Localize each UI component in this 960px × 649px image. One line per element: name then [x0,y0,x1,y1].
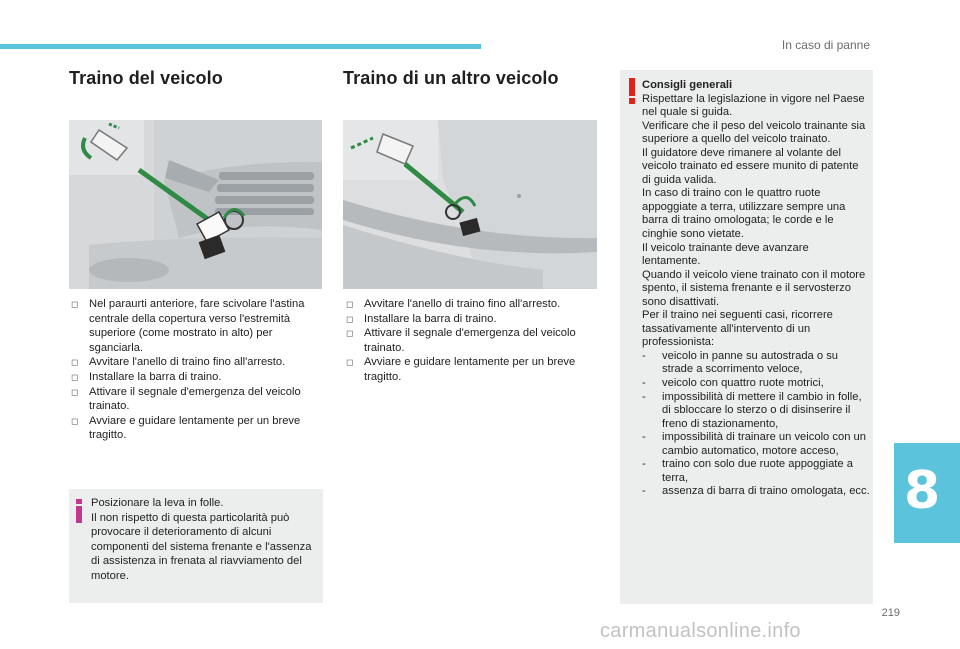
list-item: ◻ Nel paraurti anteriore, fare scivolare l'astina centrale della copertura verso l'estremità superiore (come mostrato in alto) per sganciarla. [71,298,305,354]
info-text: Posizionare la leva in folle. Il non rispetto di questa particolarità può provocare il deterioramento di alcuni componenti del sistema frenante e l'assenza di assistenza in frenata al riavviamento del motore. [91,497,312,582]
warning-heading: Consigli generali [642,79,733,91]
section-label: In caso di panne [781,38,870,52]
list-item: - traino con solo due ruote appoggiate a terra, [642,458,853,484]
warning-paragraph: Quando il veicolo viene trainato con il motore spento, il sistema frenante e il servosterzo sono disattivati. [642,268,866,308]
info-icon [75,499,83,523]
watermark: carmanualsonline.info [600,620,801,642]
header-accent-bar [0,44,481,49]
warning-text [642,79,870,499]
warning-paragraph: Per il traino nei seguenti casi, ricorrere tassativamente all'intervento di un professionista: [642,309,833,349]
warning-paragraph: Il veicolo trainante deve avanzare lentamente. [642,241,809,268]
middle-steps-list [346,297,598,385]
title-traino-altro-veicolo: Traino di un altro veicolo [343,68,559,88]
info-note [69,489,323,603]
chapter-tab [894,443,960,543]
list-item: ◻ Avviare e guidare lentamente per un breve tragitto. [346,356,576,383]
list-item: ◻ Installare la barra di traino. [71,370,222,383]
list-item: - veicolo in panne su autostrada o su strade a scorrimento veloce, [642,349,839,376]
list-item: ◻ Avvitare l'anello di traino fino all'arresto. [71,356,286,369]
front-bumper-photo [69,120,322,289]
list-item: - veicolo con quattro ruote motrici, [642,377,824,390]
chapter-number: 8 [904,461,941,521]
warning-icon [627,78,637,104]
left-steps-list [71,297,323,443]
list-item: - assenza di barra di traino omologata, ecc. [642,485,870,498]
title-traino-veicolo: Traino del veicolo [69,68,223,88]
page-number: 219 [881,607,900,619]
warning-paragraph: Verificare che il peso del veicolo trainante sia superiore a quello del veicolo trainato. [642,119,866,146]
list-item: - impossibilità di mettere il cambio in folle, di sbloccare lo sterzo o di disinserire il freno di stazionamento, [642,390,862,430]
list-item: ◻ Installare la barra di traino. [346,312,497,325]
warning-paragraph: In caso di traino con le quattro ruote appoggiate a terra, utilizzare sempre una barra di traino omologata; le corde e le cinghie sono vietate. [642,187,846,241]
list-item: ◻ Attivare il segnale d'emergenza del veicolo trainato. [346,327,576,354]
warning-paragraph: Il guidatore deve rimanere al volante del veicolo trainato ed essere munito di patente di guida valida. [642,146,859,186]
warning-box [620,70,873,604]
list-item: - impossibilità di trainare un veicolo con un cambio automatico, motore acceso, [642,431,866,457]
list-item: ◻ Avvitare l'anello di traino fino all'arresto. [346,298,561,310]
rear-bumper-photo [343,120,597,289]
list-item: ◻ Attivare il segnale d'emergenza del veicolo trainato. [71,385,301,413]
warning-paragraph: Rispettare la legislazione in vigore nel Paese nel quale si guida. [642,92,865,119]
list-item: ◻ Avviare e guidare lentamente per un breve tragitto. [71,414,301,442]
